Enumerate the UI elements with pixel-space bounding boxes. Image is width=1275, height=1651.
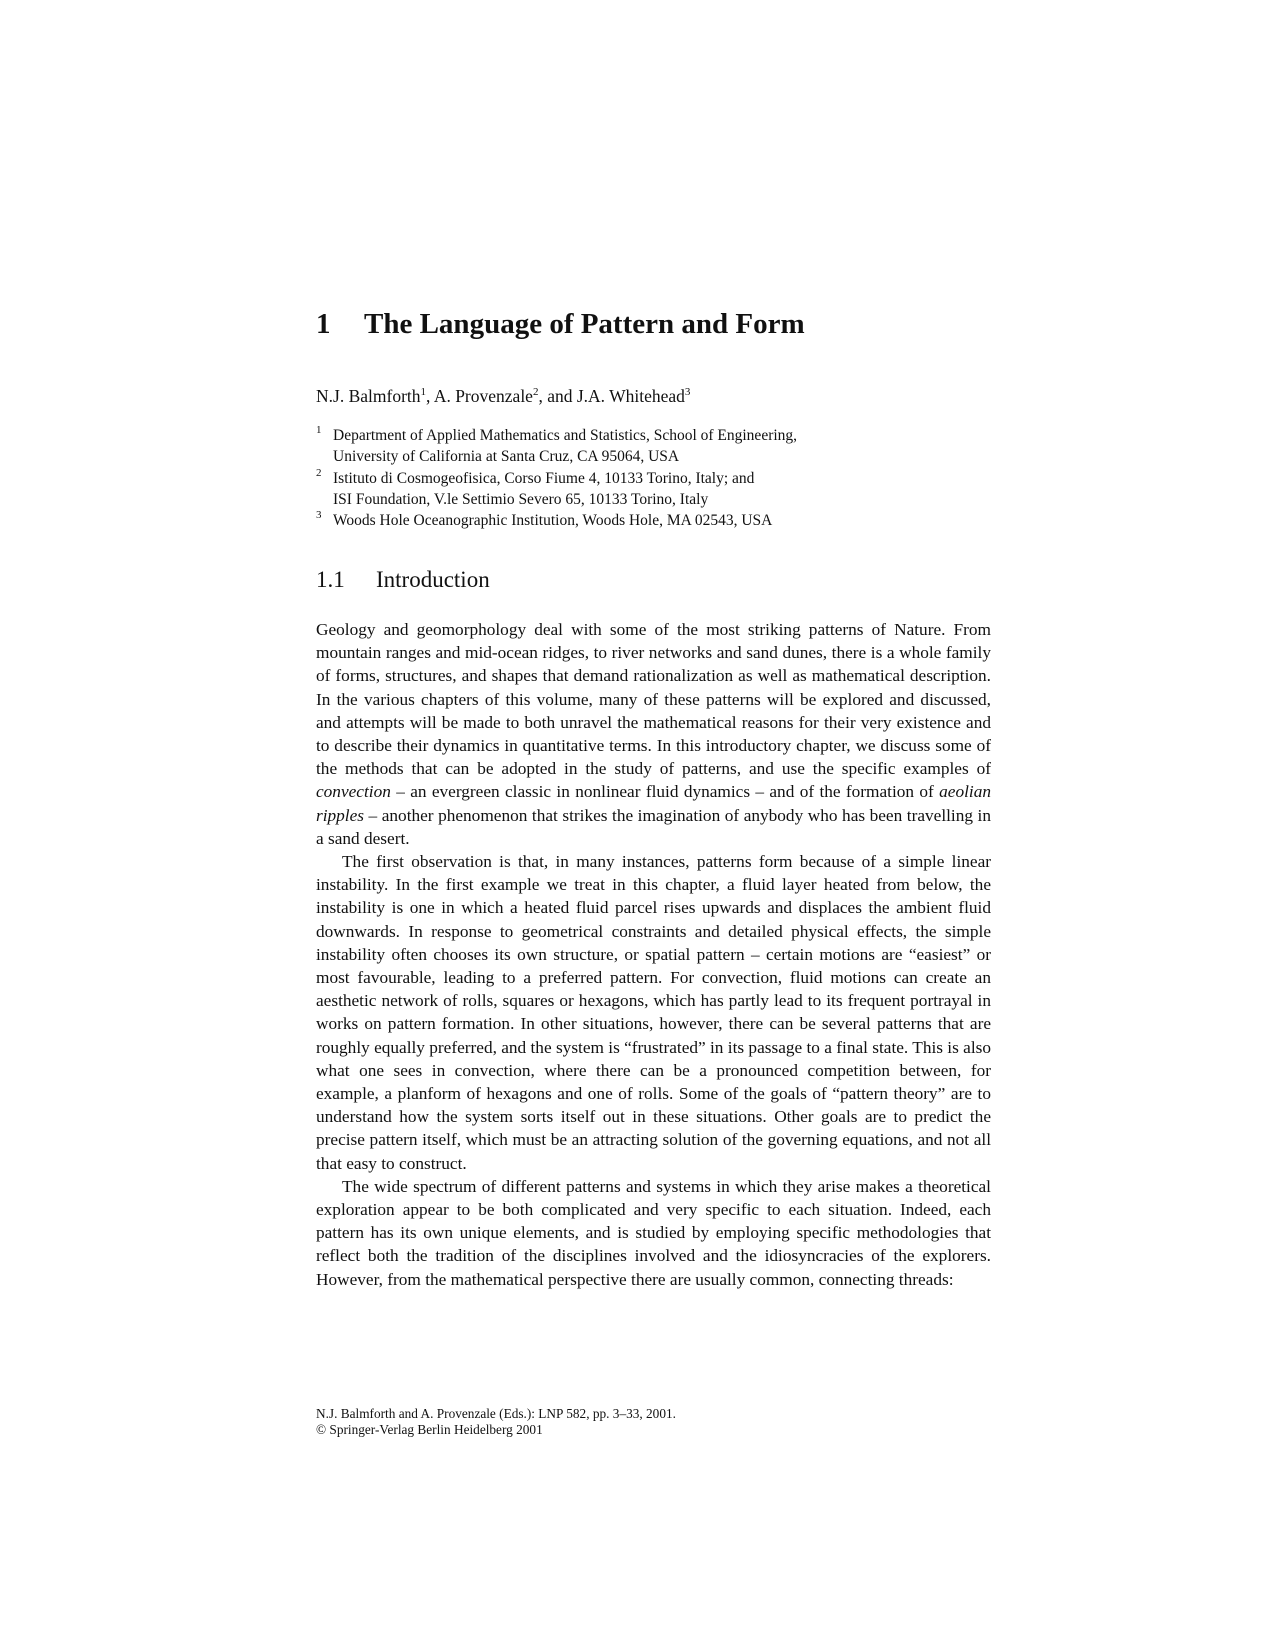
- affiliation-mark: 3: [316, 509, 322, 522]
- section-heading: [316, 566, 490, 594]
- author-affiliation-mark: 3: [684, 386, 691, 399]
- affiliation-line: ISI Foundation, V.le Settimio Severo 65, 10133 Torino, Italy: [333, 490, 709, 508]
- paragraph-text: Geology and geomorphology deal with some of the most striking patterns of Nature. From mountain ranges and mid-ocean ridges, to river networks and sand dunes, there is a whole family of forms, structures, and shapes that demand rationalization as well as mathematical description. In the various chapters of this volume, many of these patterns will be explored and discussed, and attempts will be made to both unravel the mathematical reasons for their very existence and to describe their dynamics in quantitative terms. In this introductory chapter, we discuss some of the methods that can be adopted in the study of patterns, and use the specific examples of: [316, 620, 991, 779]
- paragraph: The wide spectrum of different patterns and systems in which they arise makes a theoretical exploration appear to be both complicated and very specific to each situation. Indeed, each pattern has its own unique elements, and is studied by employing specific methodologies that reflect both the tradition of the disciplines involved and the idiosyncracies of the explorers. However, from the mathematical perspective there are usually common, connecting threads:: [316, 1176, 991, 1289]
- affiliation-mark: 1: [316, 424, 322, 436]
- chapter-title-text: The Language of Pattern and Form: [364, 308, 805, 340]
- affiliation-line: Istituto di Cosmogeofisica, Corso Fiume 4, 10133 Torino, Italy; and: [333, 469, 755, 487]
- paragraph-text: – another phenomenon that strikes the imagination of anybody who has been travelling in a sand desert.: [316, 805, 991, 848]
- author-separator: , and: [538, 386, 577, 406]
- author-name: N.J. Balmforth: [316, 386, 421, 406]
- affiliation-line: University of California at Santa Cruz, CA 95064, USA: [333, 448, 680, 466]
- affiliation-line: Woods Hole Oceanographic Institution, Woods Hole, MA 02543, USA: [333, 512, 773, 530]
- body-text: [316, 618, 991, 1291]
- affiliation: [316, 468, 1016, 511]
- author-name: J.A. Whitehead: [576, 386, 685, 406]
- author-name: A. Provenzale: [433, 386, 533, 406]
- author-affiliation-mark: 2: [532, 386, 539, 399]
- affiliation-mark: 2: [316, 466, 322, 479]
- chapter-number: 1: [316, 308, 331, 340]
- paragraph: [316, 618, 991, 850]
- section-number: 1.1: [316, 567, 345, 592]
- affiliation-line: Department of Applied Mathematics and Statistics, School of Engineering,: [333, 427, 798, 444]
- emphasis-term: aeolian ripples: [316, 782, 991, 825]
- affiliation: [316, 425, 1016, 468]
- affiliation: [316, 510, 1016, 531]
- citation-line: N.J. Balmforth and A. Provenzale (Eds.): LNP 582, pp. 3–33, 2001.: [316, 1406, 676, 1421]
- paragraph: The first observation is that, in many instances, patterns form because of a simple linear instability. In the first example we treat in this chapter, a fluid layer heated from below, the instability is one in which a heated fluid parcel rises upwards and displaces the ambient fluid downwards. In response to geometrical constraints and detailed physical effects, the simple instability often chooses its own structure, or spatial pattern – certain motions are “easiest” or most favourable, leading to a preferred pattern. For convection, fluid motions can create an aesthetic network of rolls, squares or hexagons, which has partly lead to its frequent portrayal in works on pattern formation. In other situations, however, there can be several patterns that are roughly equally preferred, and the system is “frustrated” in its passage to a final state. This is also what one sees in convection, where there can be a pronounced competition between, for example, a planform of hexagons and one of rolls. Some of the goals of “pattern theory” are to understand how the system sorts itself out in these situations. Other goals are to predict the precise pattern itself, which must be an attracting solution of the governing equations, and not all that easy to construct.: [316, 852, 991, 1173]
- page-footer: [316, 1406, 1016, 1438]
- author-affiliation-mark: 1: [420, 386, 427, 399]
- affiliation-list: [316, 425, 1016, 531]
- section-title-text: Introduction: [376, 567, 490, 592]
- copyright-line: © Springer-Verlag Berlin Heidelberg 2001: [316, 1422, 543, 1437]
- emphasis-term: convection: [316, 782, 391, 802]
- paragraph-text: – an evergreen classic in nonlinear fluid dynamics – and of the formation of: [390, 782, 940, 802]
- author-list: [316, 385, 1016, 407]
- chapter-title: [316, 307, 1036, 341]
- author-separator: ,: [426, 386, 434, 406]
